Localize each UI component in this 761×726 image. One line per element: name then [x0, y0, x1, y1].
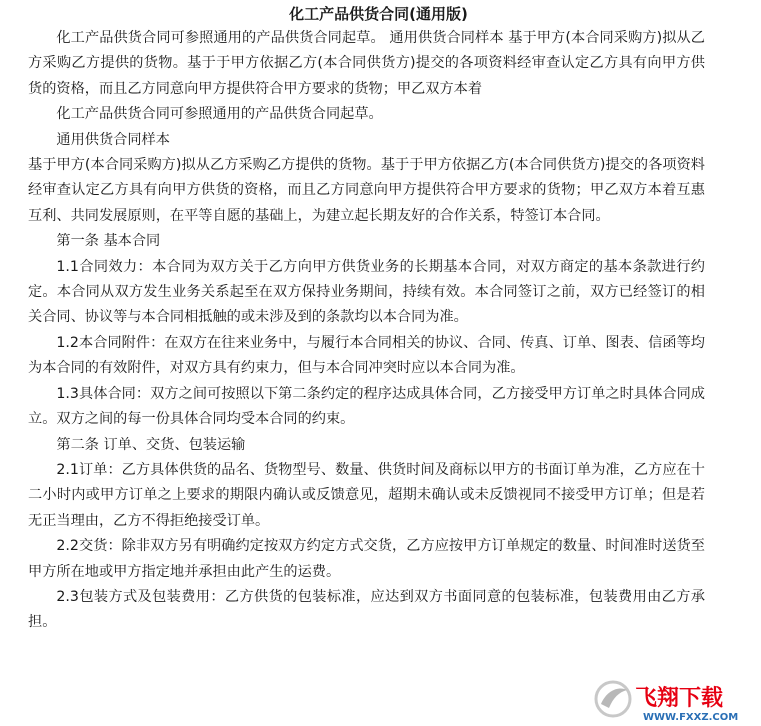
paragraph: 1.1合同效力：本合同为双方关于乙方向甲方供货业务的长期基本合同，对双方商定的基本条款进行约定。本合同从双方发生业务关系起至在双方保持业务期间，持续有效。本合同签订之前，双方已经签订的相关合同、协议等与本合同相抵触的或未涉及到的条款均以本合同为准。 — [28, 258, 705, 326]
watermark-site: WWW.FXXZ.COM — [643, 712, 739, 723]
paragraph: 通用供货合同样本 — [56, 131, 170, 148]
paragraph: 2.3包装方式及包装费用：乙方供货的包装标准，应达到双方书面同意的包装标准，包装费用由乙方承担。 — [28, 588, 705, 631]
section-heading: 第一条 基本合同 — [56, 233, 161, 250]
paragraph: 化工产品供货合同可参照通用的产品供货合同起草。 通用供货合同样本 基于甲方(本合同采购方)拟从乙方采购乙方提供的货物。基于于甲方依据乙方(本合同供货方)提交的各项资料经审查认定乙方具有向甲方供货的资格，而且乙方同意向甲方提供符合甲方要求的货物；甲乙双方本着 — [28, 30, 705, 97]
watermark-graphic — [591, 678, 759, 724]
document-body — [28, 26, 705, 636]
watermark-logo — [591, 678, 759, 724]
section-heading: 第二条 订单、交货、包装运输 — [56, 436, 246, 453]
watermark-brand: 飞翔下载 — [635, 686, 724, 711]
paragraph: 2.1订单：乙方具体供货的品名、货物型号、数量、供货时间及商标以甲方的书面订单为准，乙方应在十二小时内或甲方订单之上要求的期限内确认或反馈意见，超期未确认或未反馈视同不接受甲方订单；但是若无正当理由，乙方不得拒绝接受订单。 — [28, 461, 705, 529]
paragraph: 1.3具体合同：双方之间可按照以下第二条约定的程序达成具体合同，乙方接受甲方订单之时具体合同成立。双方之间的每一份具体合同均受本合同的约束。 — [28, 385, 705, 428]
paragraph: 1.2本合同附件：在双方在往来业务中，与履行本合同相关的协议、合同、传真、订单、图表、信函等均为本合同的有效附件，对双方具有约束力，但与本合同冲突时应以本合同为准。 — [28, 334, 705, 377]
bird-logo-icon — [596, 682, 630, 716]
document-title: 化工产品供货合同(通用版) — [289, 5, 468, 23]
paragraph: 基于甲方(本合同采购方)拟从乙方采购乙方提供的货物。基于于甲方依据乙方(本合同供货方)提交的各项资料经审查认定乙方具有向甲方供货的资格，而且乙方同意向甲方提供符合甲方要求的货物；甲乙双方本着互惠互利、共同发展原则，在平等自愿的基础上，为建立起长期友好的合作关系，特签订本合同。 — [28, 157, 705, 224]
paragraph: 化工产品供货合同可参照通用的产品供货合同起草。 — [56, 106, 383, 123]
paragraph: 2.2交货：除非双方另有明确约定按双方约定方式交货，乙方应按甲方订单规定的数量、时间准时送货至甲方所在地或甲方指定地并承担由此产生的运费。 — [28, 538, 705, 580]
